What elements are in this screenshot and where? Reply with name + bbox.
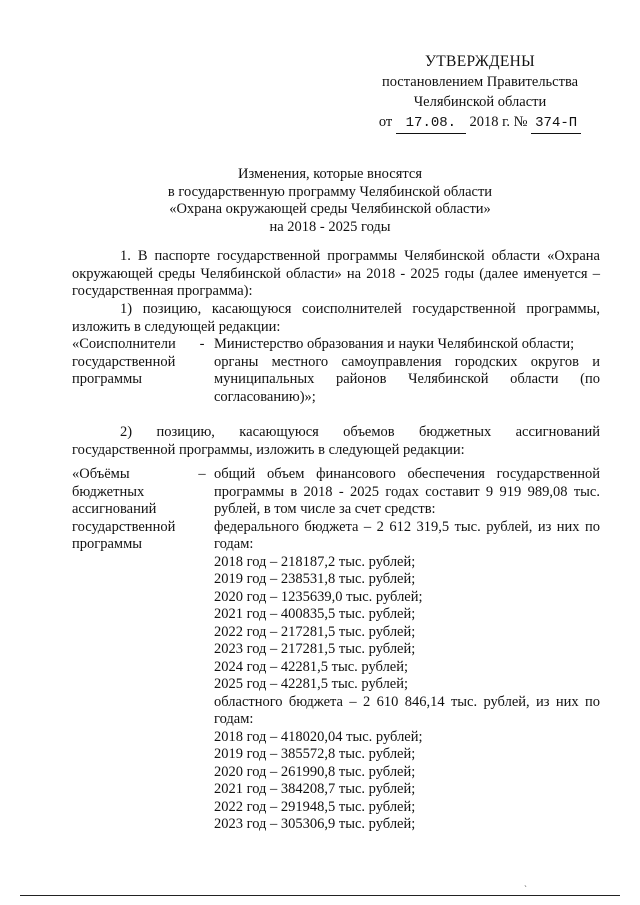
list-item: 2024 год – 42281,5 тыс. рублей; <box>214 658 409 675</box>
regional-years-list <box>214 729 600 834</box>
budget-dash: – <box>198 466 206 482</box>
federal-years-list <box>214 554 600 694</box>
heading-line-1: Изменения, которые вносятся <box>238 166 422 182</box>
page-bottom-rule <box>20 895 620 896</box>
list-item: 2022 год – 217281,5 тыс. рублей; <box>214 623 416 640</box>
approval-line-1: постановлением Правительства <box>381 74 579 90</box>
heading-line-4: на 2018 - 2025 годы <box>269 218 391 235</box>
decree-from-label: от <box>378 114 393 130</box>
list-item: 2022 год – 291948,5 тыс. рублей; <box>214 798 416 815</box>
coexecutors-value-1: Министерство образования и науки Челябинской области; <box>214 336 575 352</box>
list-item: 2020 год – 1235639,0 тыс. рублей; <box>214 588 423 605</box>
decree-line <box>360 112 600 134</box>
approval-line-2: Челябинской области <box>413 94 547 110</box>
list-item: 2021 год – 384208,7 тыс. рублей; <box>214 781 416 797</box>
scan-mark: ˴ <box>524 880 527 890</box>
list-item: 2019 год – 385572,8 тыс. рублей; <box>214 746 416 762</box>
heading-line-3: «Охрана окружающей среды Челябинской области» <box>169 201 491 217</box>
coexecutors-position <box>72 336 600 406</box>
list-item: 2023 год – 217281,5 тыс. рублей; <box>214 641 416 657</box>
coexecutors-label: «Соисполнители государственной программы <box>72 336 176 387</box>
budget-regional: областного бюджета – 2 610 846,14 тыс. рублей, из них по годам: <box>214 693 600 727</box>
decree-date: 17.08. <box>396 113 466 134</box>
paragraph-2: 1) позицию, касающуюся соисполнителей государственной программы, изложить в следующей редакции: <box>72 301 600 335</box>
paragraph-3: 2) позицию, касающуюся объемов бюджетных ассигнований государственной программы, изложить в следующей редакции: <box>72 424 600 458</box>
list-item: 2018 год – 418020,04 тыс. рублей; <box>214 728 423 745</box>
document-heading <box>60 166 600 236</box>
paragraph-1: 1. В паспорте государственной программы Челябинской области «Охрана окружающей среды Челябинской области» на 2018 - 2025 годы (далее именуется – государственная программа): <box>72 248 600 299</box>
approval-stamp <box>360 52 600 134</box>
budget-label: «Объёмы бюджетных ассигнований государственной программы <box>72 466 176 552</box>
budget-federal: федерального бюджета – 2 612 319,5 тыс. рублей, из них по годам: <box>214 518 600 552</box>
list-item: 2025 год – 42281,5 тыс. рублей; <box>214 676 409 692</box>
list-item: 2020 год – 261990,8 тыс. рублей; <box>214 763 416 780</box>
decree-year: 2018 г. № <box>469 114 528 130</box>
list-item: 2019 год – 238531,8 тыс. рублей; <box>214 571 416 587</box>
coexecutors-value-2: органы местного самоуправления городских округов и муниципальных районов Челябинской области (по согласованию)»; <box>214 353 600 405</box>
decree-number: 374-П <box>531 113 581 134</box>
budget-total: общий объем финансового обеспечения государственной программы в 2018 - 2025 годах составит 9 919 989,08 тыс. рублей, в том числе за счет средств: <box>214 466 600 517</box>
list-item: 2023 год – 305306,9 тыс. рублей; <box>214 816 416 832</box>
heading-line-2: в государственную программу Челябинской области <box>167 183 493 200</box>
budget-position <box>72 466 600 834</box>
coexecutors-dash: - <box>199 336 205 352</box>
list-item: 2018 год – 218187,2 тыс. рублей; <box>214 553 416 570</box>
list-item: 2021 год – 400835,5 тыс. рублей; <box>214 606 416 622</box>
approval-title: УТВЕРЖДЕНЫ <box>425 53 535 70</box>
